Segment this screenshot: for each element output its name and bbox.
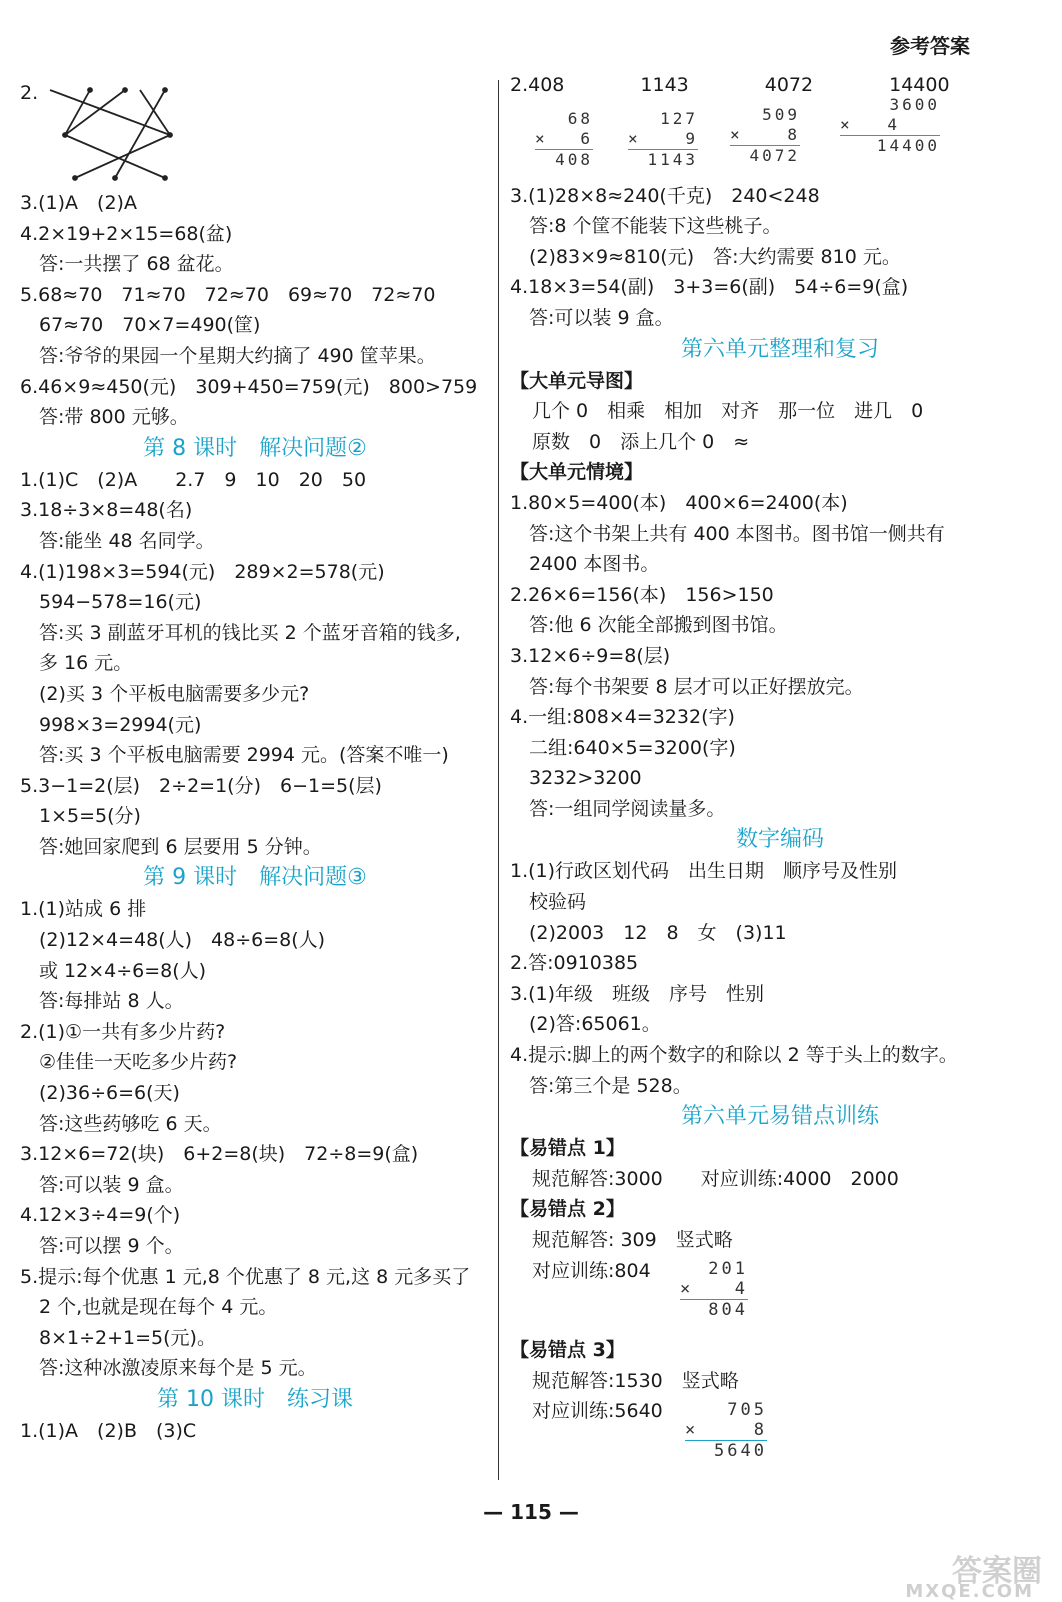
- vertical-calc: [730, 105, 800, 166]
- answer-line: 3.18÷3×8=48(名): [20, 499, 193, 522]
- vertical-calc: [535, 109, 593, 170]
- calc-mul: 9: [685, 128, 698, 148]
- answer-line: 3.(1)28×8≈240(千克) 240<248: [510, 184, 820, 207]
- answer-line: 对应训练:804: [532, 1259, 651, 1282]
- answer-line: 4.2×19+2×15=68(盆): [20, 222, 233, 245]
- answer-line: 答:每排站 8 人。: [39, 990, 184, 1013]
- answer-line: 几个 0 相乘 相加 对齐 那一位 进几 0: [532, 400, 924, 423]
- left-answers-3: [20, 894, 490, 1384]
- section-title-lesson-9: 第 9 课时 解决问题③: [143, 865, 367, 891]
- calc-mul: 8: [787, 124, 800, 144]
- calc-top: 3600: [889, 94, 940, 114]
- section-title-lesson-8: 第 8 课时 解决问题②: [143, 435, 367, 461]
- tag-error-point-3: 【易错点 3】: [510, 1339, 625, 1361]
- right-column: [510, 70, 1050, 1476]
- calc-top: 68: [567, 108, 593, 128]
- answer-line: 答:这些药够吃 6 天。: [39, 1112, 222, 1135]
- error-point-2-block: [510, 1225, 1050, 1335]
- answer-line: 规范解答: 309 竖式略: [532, 1229, 733, 1251]
- vertical-calc: [840, 95, 940, 156]
- answer-line: 594−578=16(元): [39, 591, 202, 614]
- answer-line: 答:一共摆了 68 盆花。: [39, 253, 234, 276]
- answer-line: 5.提示:每个优惠 1 元,8 个优惠了 8 元,这 8 元多买了: [20, 1265, 471, 1288]
- answer-line: (2)36÷6=6(天): [39, 1082, 180, 1105]
- error-point-3-block: [510, 1366, 1050, 1476]
- answer-line: 8×1÷2+1=5(元)。: [39, 1326, 216, 1349]
- vertical-calc: [628, 109, 698, 170]
- line-matching-figure: [45, 70, 245, 185]
- calc-mul: 4: [734, 1279, 748, 1299]
- vertical-calc: [680, 1259, 748, 1320]
- answer-line: 答:每个书架要 8 层才可以正好摆放完。: [529, 675, 864, 698]
- answer-line: 998×3=2994(元): [39, 713, 202, 736]
- answer-line: 规范解答:3000 对应训练:4000 2000: [532, 1167, 899, 1190]
- answer-line: 答:买 3 个平板电脑需要 2994 元。(答案不唯一): [39, 744, 449, 767]
- right-answers-1: [510, 181, 1050, 334]
- answer-line: (2)12×4=48(人) 48÷6=8(人): [39, 929, 326, 952]
- calc-result: 14400: [840, 135, 940, 156]
- answer-line: 1.(1)C (2)A 2.7 9 10 20 50: [20, 468, 367, 491]
- answer-line: 答:这个书架上共有 400 本图书。图书馆一侧共有: [529, 522, 945, 545]
- calc-op: ×: [840, 114, 853, 134]
- calc-top: 127: [660, 108, 698, 128]
- answer-line: 或 12×4÷6=8(人): [39, 959, 207, 982]
- answer-line: 2.(1)①一共有多少片药?: [20, 1020, 226, 1043]
- matching-diagram: [20, 70, 490, 188]
- right-answers-2: [510, 488, 1050, 825]
- answer-line: 5.3−1=2(层) 2÷2=1(分) 6−1=5(层): [20, 774, 382, 797]
- answer-line: 答:能坐 48 名同学。: [39, 529, 215, 552]
- answer-line: 4.一组:808×4=3232(字): [510, 706, 735, 729]
- left-column: [20, 70, 490, 1447]
- answer-line: 答:爷爷的果园一个星期大约摘了 490 筐苹果。: [39, 344, 436, 367]
- calc-top: 201: [708, 1259, 748, 1279]
- q2-label: 2.: [20, 82, 39, 104]
- vertical-calcs: [510, 94, 1050, 181]
- answer-line: 1.(1)站成 6 排: [20, 898, 147, 921]
- answer-line: 二组:640×5=3200(字): [529, 736, 736, 759]
- answer-line: 答:第三个是 528。: [529, 1074, 692, 1097]
- answer-line: 多 16 元。: [39, 652, 133, 675]
- answer-line: 1×5=5(分): [39, 805, 141, 828]
- calc-op: ×: [535, 128, 548, 148]
- answer-line: 4.12×3÷4=9(个): [20, 1204, 181, 1227]
- tag-unit-scene: 【大单元情境】: [510, 461, 644, 484]
- calc-result: 4072: [730, 145, 800, 166]
- right-answers-3: [510, 856, 1050, 1101]
- answer-line: 1.80×5=400(本) 400×6=2400(本): [510, 491, 848, 514]
- calc-op: ×: [628, 128, 641, 148]
- answer-line: 答:带 800 元够。: [39, 406, 189, 429]
- section-title-lesson-10: 第 10 课时 练习课: [157, 1386, 353, 1412]
- answer-line: 4.18×3=54(副) 3+3=6(副) 54÷6=9(盒): [510, 276, 909, 299]
- answer-line: 答:这种冰激凌原来每个是 5 元。: [39, 1357, 317, 1380]
- answer-line: 原数 0 添上几个 0 ≈: [532, 430, 750, 453]
- section-title-digital-coding: 数字编码: [735, 827, 824, 853]
- answer-line: 67≈70 70×7=490(筐): [39, 314, 261, 337]
- answer-line: (2)83×9≈810(元) 答:大约需要 810 元。: [529, 245, 901, 268]
- tag-error-point-2: 【易错点 2】: [510, 1198, 625, 1221]
- answer-line: 2.答:0910385: [510, 952, 639, 975]
- answer-line: 1.(1)A (2)B (3)C: [20, 1419, 197, 1442]
- answer-line: 2.26×6=156(本) 156>150: [510, 583, 774, 606]
- calc-top: 509: [762, 104, 800, 124]
- answer-line: 答:一组同学阅读量多。: [529, 797, 726, 820]
- tag-unit-map: 【大单元导图】: [510, 369, 644, 392]
- calc-result: 408: [535, 149, 593, 170]
- answer-line: 6.46×9≈450(元) 309+450=759(元) 800>759: [20, 375, 478, 398]
- answer-line: 答:她回家爬到 6 层要用 5 分钟。: [39, 835, 322, 858]
- calc-op: ×: [680, 1279, 694, 1299]
- calc-result: 5640: [685, 1440, 767, 1461]
- answer-line: 4.提示:脚上的两个数字的和除以 2 等于头上的数字。: [510, 1044, 958, 1067]
- watermark-logo: 答案圈: [952, 1554, 1042, 1589]
- vertical-calc: [685, 1400, 767, 1461]
- page-number: — 115 —: [483, 1500, 579, 1524]
- answer-line: 答:可以摆 9 个。: [39, 1235, 184, 1257]
- answer-line: 3.12×6=72(块) 6+2=8(块) 72÷8=9(盒): [20, 1143, 419, 1166]
- answer-line: 规范解答:1530 竖式略: [532, 1369, 739, 1392]
- calc-op: ×: [730, 124, 743, 144]
- calc-mul: 6: [580, 128, 593, 148]
- section-title-unit6-review: 第六单元整理和复习: [680, 336, 879, 362]
- tag-error-point-1: 【易错点 1】: [510, 1137, 625, 1160]
- answer-line: ②佳佳一天吃多少片药?: [39, 1051, 238, 1074]
- calc-top: 705: [727, 1399, 767, 1420]
- calc-result: 804: [680, 1299, 748, 1320]
- answer-line: 答:他 6 次能全部搬到图书馆。: [529, 614, 788, 637]
- answer-line: 3.(1)A (2)A: [20, 192, 137, 214]
- answer-line: 2.408 1143 4072 14400: [510, 74, 950, 96]
- answer-line: 答:买 3 副蓝牙耳机的钱比买 2 个蓝牙音箱的钱多,: [39, 621, 461, 644]
- answer-line: 3.12×6÷9=8(层): [510, 644, 671, 667]
- column-divider: [498, 80, 499, 1480]
- calc-mul: 4: [887, 114, 900, 134]
- answer-line: 3232>3200: [529, 767, 642, 790]
- watermark-url: MXQE.COM: [905, 1581, 1034, 1602]
- answer-line: (2)2003 12 8 女 (3)11: [529, 921, 787, 944]
- answer-line: 答:可以装 9 盒。: [529, 306, 674, 329]
- answer-line: 对应训练:5640: [532, 1400, 663, 1423]
- calc-op: ×: [685, 1419, 699, 1440]
- left-answers-1: [20, 188, 490, 433]
- answer-line: 3.(1)年级 班级 序号 性别: [510, 982, 765, 1005]
- answer-line: 2400 本图书。: [529, 553, 660, 576]
- answer-line: 5.68≈70 71≈70 72≈70 69≈70 72≈70: [20, 283, 436, 306]
- section-title-unit6-errors: 第六单元易错点训练: [680, 1104, 879, 1130]
- answer-line: 4.(1)198×3=594(元) 289×2=578(元): [20, 560, 385, 583]
- page-header-title: 参考答案: [890, 34, 970, 58]
- calc-mul: 8: [753, 1419, 767, 1440]
- answer-line: (2)买 3 个平板电脑需要多少元?: [39, 682, 310, 705]
- answer-line: 2 个,也就是现在每个 4 元。: [39, 1296, 278, 1319]
- answer-line: 答:可以装 9 盒。: [39, 1173, 184, 1196]
- answer-line: 答:8 个筐不能装下这些桃子。: [529, 215, 782, 238]
- left-answers-2: [20, 465, 490, 863]
- answer-line: (2)答:65061。: [529, 1013, 661, 1036]
- answer-line: 校验码: [529, 891, 587, 914]
- calc-result: 1143: [628, 149, 698, 170]
- answer-line: 1.(1)行政区划代码 出生日期 顺序号及性别: [510, 860, 898, 883]
